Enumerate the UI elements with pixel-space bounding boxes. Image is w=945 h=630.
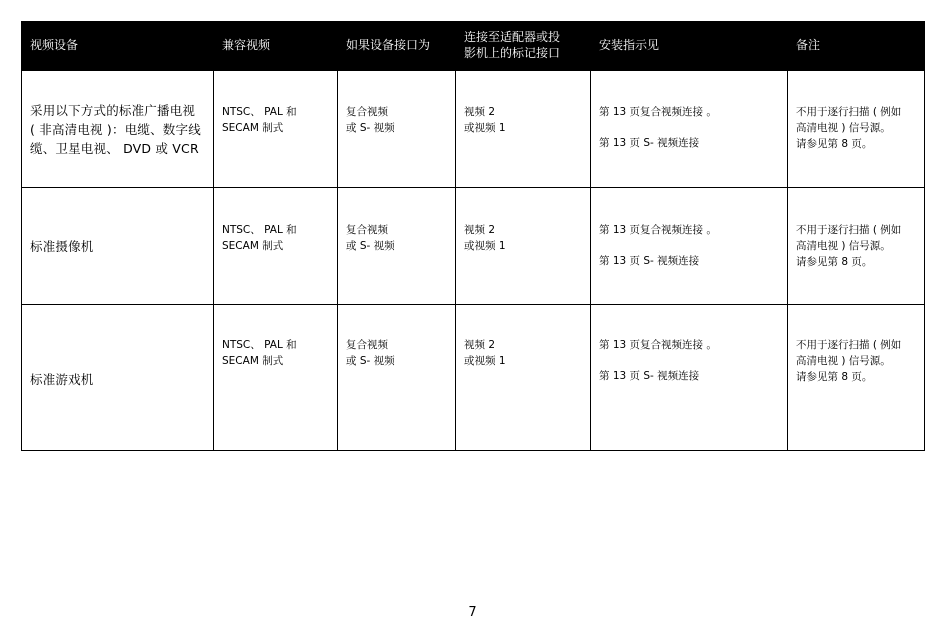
interface-label: 复合视频 或 S- 视频 xyxy=(346,338,395,367)
cell-port xyxy=(456,187,591,304)
install-svideo-link: 第 13 页 S- 视频连接 xyxy=(599,136,700,149)
notes-label: 不用于逐行扫描 ( 例如 高清电视 ) 信号源。 请参见第 8 页。 xyxy=(796,105,902,150)
cell-install xyxy=(591,70,788,187)
header-compatible-video: 兼容视频 xyxy=(214,21,338,70)
table-row xyxy=(22,304,925,450)
install-composite-link: 第 13 页复合视频连接 。 xyxy=(599,338,717,351)
cell-notes xyxy=(788,187,925,304)
cell-notes xyxy=(788,70,925,187)
port-label: 视频 2 或视频 1 xyxy=(464,105,506,134)
install-composite-link: 第 13 页复合视频连接 。 xyxy=(599,223,717,236)
header-video-device: 视频设备 xyxy=(22,21,214,70)
cell-port xyxy=(456,304,591,450)
install-svideo-link: 第 13 页 S- 视频连接 xyxy=(599,369,700,382)
interface-label: 复合视频 或 S- 视频 xyxy=(346,223,395,252)
table-header-row xyxy=(22,21,925,70)
cell-notes xyxy=(788,304,925,450)
header-install-instructions: 安装指示见 xyxy=(591,21,788,70)
cell-device xyxy=(22,187,214,304)
install-svideo-link: 第 13 页 S- 视频连接 xyxy=(599,254,700,267)
table-row xyxy=(22,187,925,304)
device-label: 采用以下方式的标准广播电视 ( 非高清电视 )：电缆、数字线 缆、卫星电视、 DVD 或 VCR xyxy=(30,102,201,156)
interface-label: 复合视频 或 S- 视频 xyxy=(346,105,395,134)
cell-interface xyxy=(338,70,456,187)
cell-install xyxy=(591,187,788,304)
notes-label: 不用于逐行扫描 ( 例如 高清电视 ) 信号源。 请参见第 8 页。 xyxy=(796,338,902,383)
cell-interface xyxy=(338,304,456,450)
device-label: 标准摄像机 xyxy=(30,238,94,254)
page-number: 7 xyxy=(468,605,477,620)
header-connect-port: 连接至适配器或投 影机上的标记接口 xyxy=(456,21,591,70)
compatible-label: NTSC、 PAL 和 SECAM 制式 xyxy=(222,338,297,367)
cell-port xyxy=(456,70,591,187)
port-label: 视频 2 或视频 1 xyxy=(464,223,506,252)
cell-device xyxy=(22,70,214,187)
cell-compatible xyxy=(214,187,338,304)
device-label: 标准游戏机 xyxy=(30,371,94,387)
cell-device xyxy=(22,304,214,450)
cell-compatible xyxy=(214,70,338,187)
cell-compatible xyxy=(214,304,338,450)
compatible-label: NTSC、 PAL 和 SECAM 制式 xyxy=(222,223,297,252)
table-row xyxy=(22,70,925,187)
port-label: 视频 2 或视频 1 xyxy=(464,338,506,367)
cell-install xyxy=(591,304,788,450)
install-composite-link: 第 13 页复合视频连接 。 xyxy=(599,105,717,118)
cell-interface xyxy=(338,187,456,304)
header-notes: 备注 xyxy=(788,21,925,70)
compatible-label: NTSC、 PAL 和 SECAM 制式 xyxy=(222,105,297,134)
header-device-interface: 如果设备接口为 xyxy=(338,21,456,70)
video-devices-table xyxy=(21,21,925,451)
notes-label: 不用于逐行扫描 ( 例如 高清电视 ) 信号源。 请参见第 8 页。 xyxy=(796,223,902,268)
